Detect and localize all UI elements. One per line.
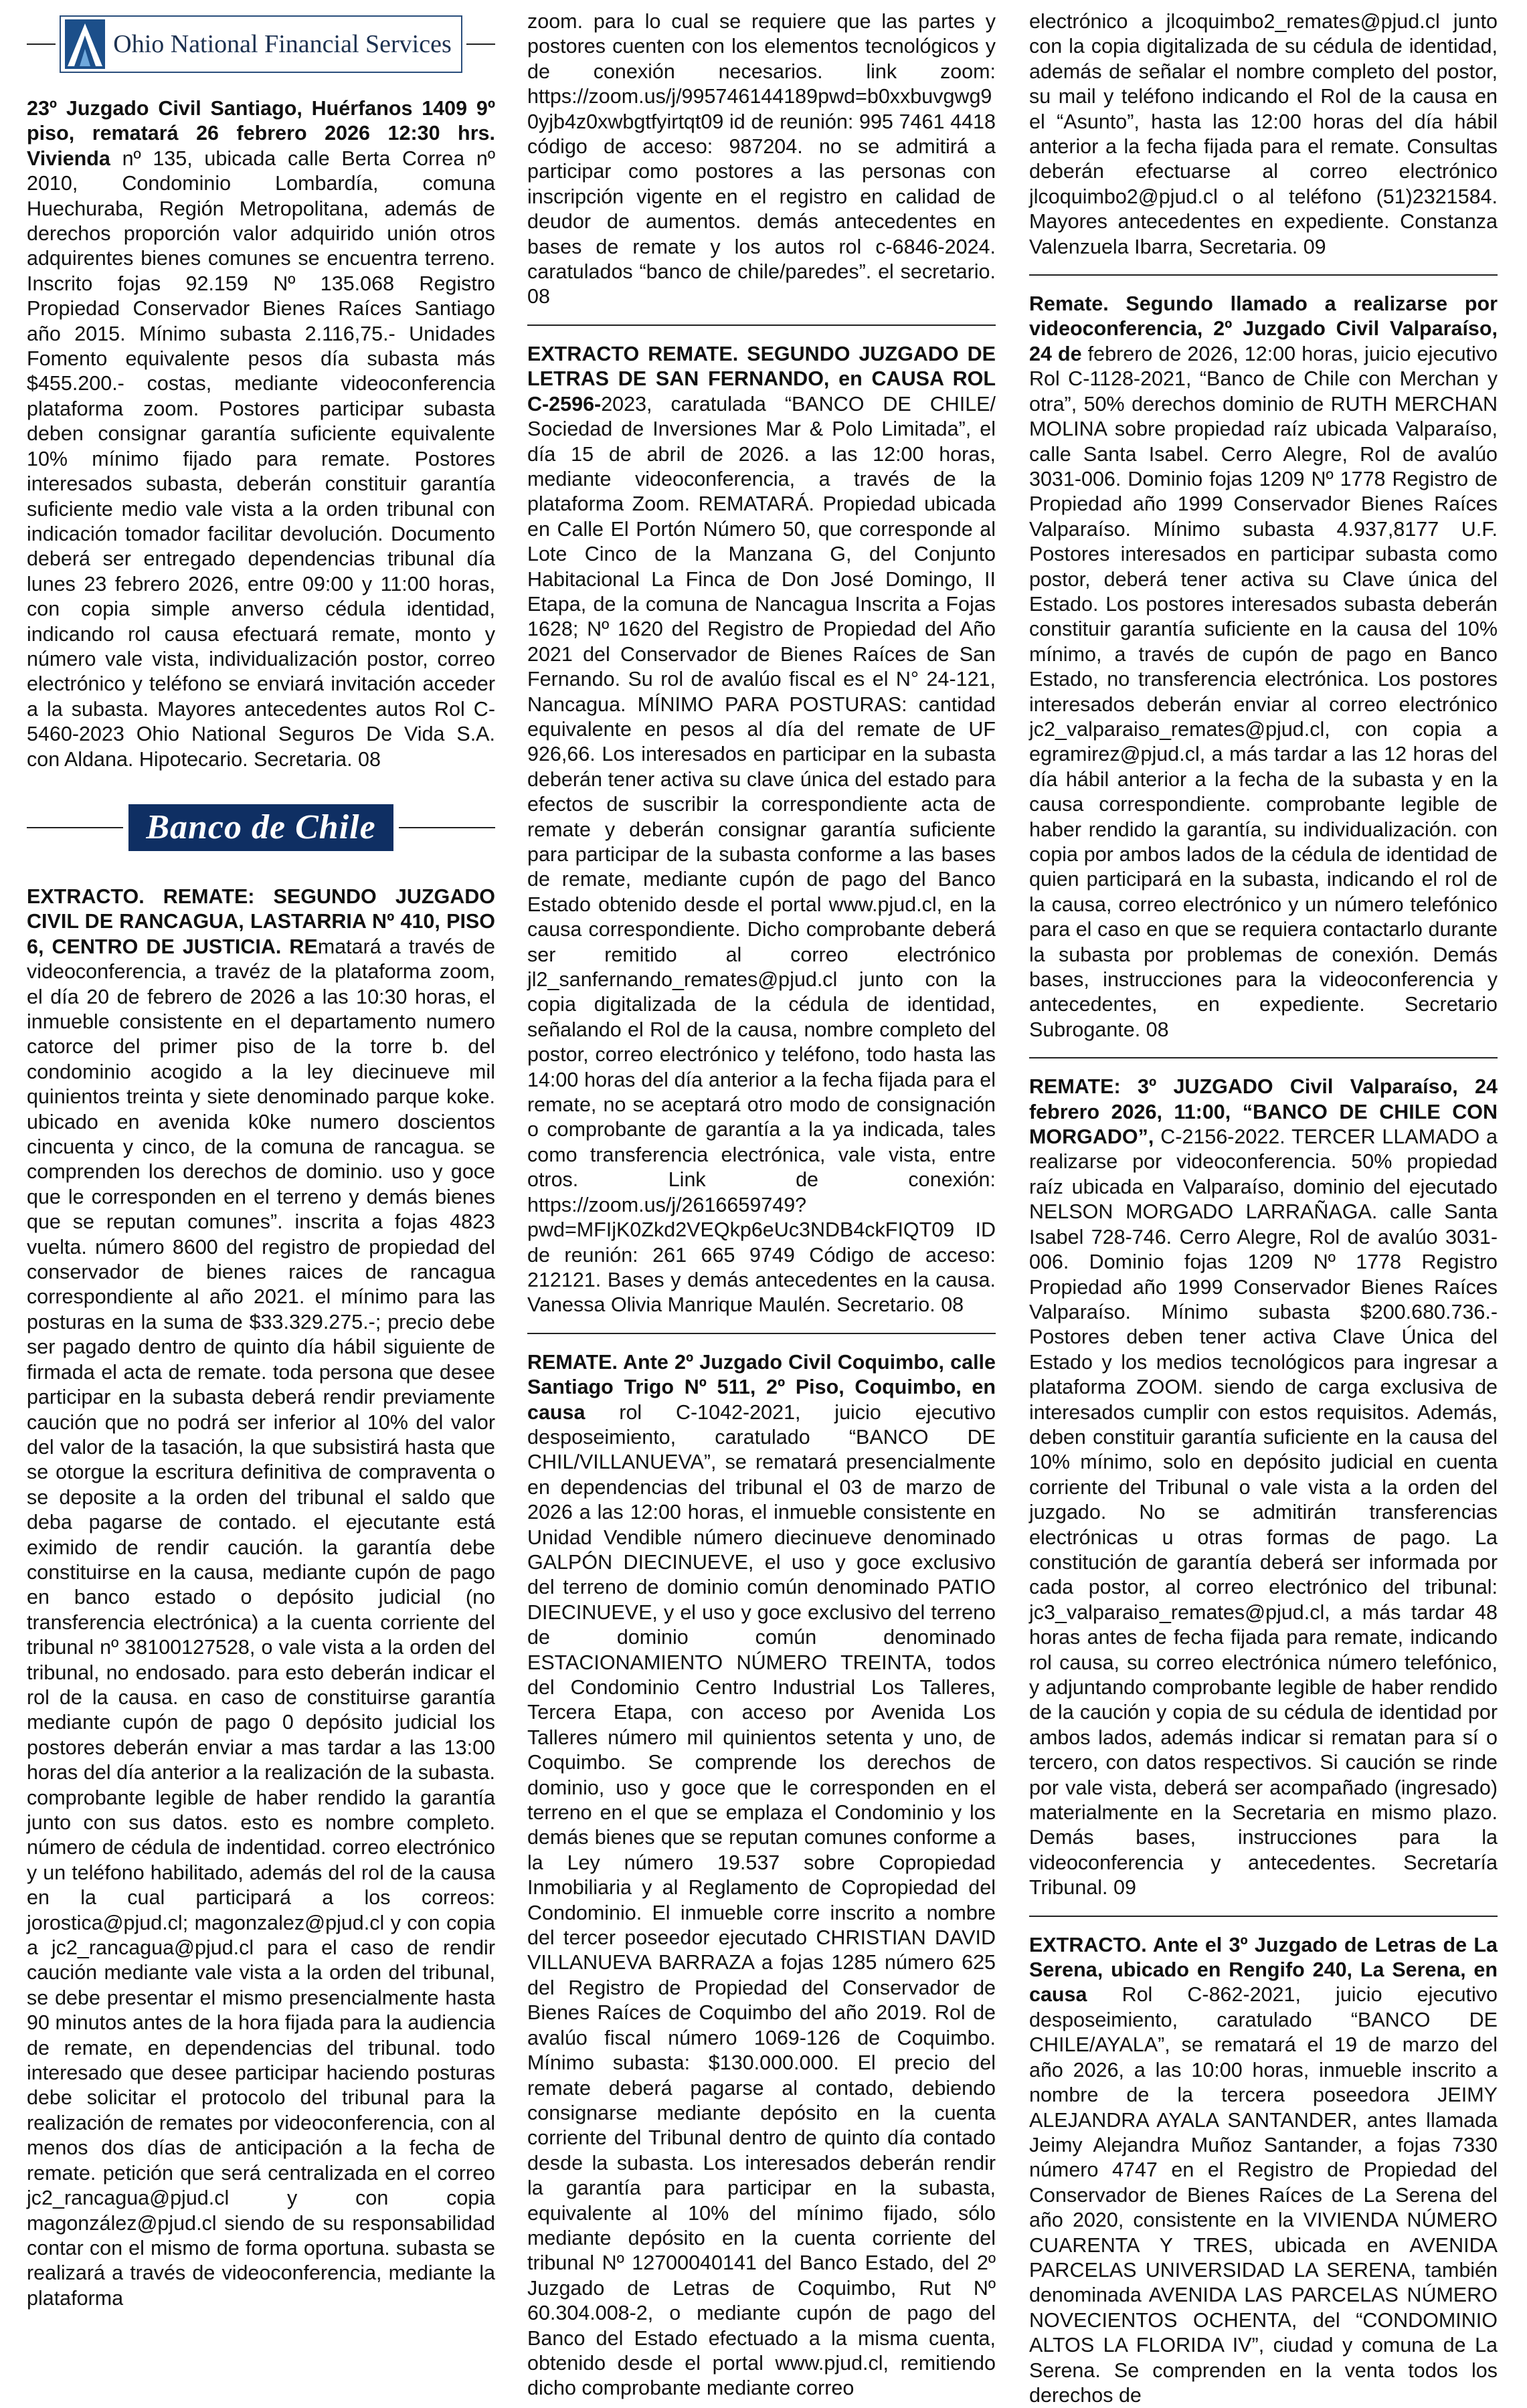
banco-de-chile-logo: Banco de Chile xyxy=(128,804,393,850)
column-2 xyxy=(527,9,996,2400)
banco-de-chile-logo-row xyxy=(27,791,495,864)
notice-body: febrero de 2026, 12:00 horas, juicio ejecutivo Rol C-1128-2021, “Banco de Chile con Merchan y otra”, 50% derechos dominio de RUTH MERCHAN MOLINA sobre propiedad raíz ubicada Valparaíso, calle Santa Isabel. Cerro Alegre, Rol de avalúo 3031-006. Dominio fojas 1209 Nº 1778 Registro de Propiedad año 1999 Conservador Bienes Raíces Valparaíso. Mínimo subasta 4.937,8177 U.F. Postores interesados en participar subasta como postor, deberá tener activa su Clave única del Estado. Los postores interesados subasta deberán constituir garantía suficiente en la causa del 10% mínimo, a través de cupón de pago en Banco Estado, no transferencia electrónica. Los postores interesados deberán enviar al correo electrónico jc2_valparaiso_remates@pjud.cl, con copia a egramirez@pjud.cl, a más tardar a las 12 horas del día hábil anterior a la fecha de la subasta y en la causa correspondiente. comprobante legible de haber rendido la garantía, su individualización. con copia por ambos lados de la cédula de identidad de quien participará en la subasta, indicando el rol de la causa, correo electrónico y un número telefónico para el caso en que se requiera contactarlo durante la subasta por problemas de conexión. Demás bases, instrucciones para la videoconferencia y antecedentes, en expediente. Secretario Subrogante. 08 xyxy=(1029,342,1498,1041)
notice-body: matará a través de videoconferencia, a travéz de la plataforma zoom, el día 20 de febrero de 2026 a las 10:30 horas, el inmueble consistente en el departamento numero catorce del primer piso de la torre b. del condominio acogido a la ley diecinueve mil quinientos treinta y siete denominado parque koke. ubicado en avenida k0ke numero doscientos cincuenta y cinco, de la comuna de rancagua. se comprenden los derechos de dominio. uso y goce que le corresponden en el terreno y demás bienes que se reputan comunes”. inscrita a fojas 4823 vuelta. número 8600 del registro de propiedad del conservador de bienes raices de rancagua correspondiente al año 2021. el mínimo para las posturas en la suma de $33.329.275.-; precio debe ser pagado dentro de quinto día hábil siguiente de firmada el acta de remate. toda persona que desee participar en la subasta deberá rendir previamente caución que no podrá ser inferior al 10% del valor del valor de la tasación, la que subsistirá hasta que se otorgue la escritura definitiva de compraventa o se deposite a la orden del tribunal el saldo que deba pagarse de contado. el ejecutante está eximido de rendir caución. la garantía debe constituirse en la causa, mediante cupón de pago en banco estado o depósito judicial (no transferencia electrónica) a la cuenta corriente del tribunal nº 38100127528, o vale vista a la orden del tribunal, no endosado. para esto deberán indicar el rol de la causa. en caso de constituirse garantía mediante cupón de pago 0 depósito judicial los postores deberán enviar a mas tardar a las 13:00 horas del día anterior a la realización de la subasta. comprobante legible de haber rendido la garantía junto con sus datos. esto es nombre completo. número de cédula de indentidad. correo electrónico y un teléfono habilitado, además del rol de la causa en la cual participará a los correos: jorostica@pjud.cl; magonzalez@pjud.cl y con copia a jc2_rancagua@pjud.cl para el caso de rendir caución mediante vale vista a la orden del tribunal, se debe presentar el mismo presencialmente hasta 90 minutos antes de la hora fijada para la audiencia de remate, en dependencias del tribunal. todo interesado que desee participar haciendo posturas debe solicitar el protocolo del tribunal para la realización de remates por videoconferencia, con al menos dos días de anticipación a la fecha de remate. petición que será centralizada en el correo jc2_rancagua@pjud.cl y con copia magonzález@pjud.cl siendo de su responsabilidad contar con el mismo de forma oportuna. subasta se realizará a través de videoconferencia, mediante la plataforma xyxy=(27,935,495,2310)
notice-heading: 23º Juzgado Civil Santiago, Huérfanos 1409 9º piso, rematará 26 febrero 2026 12:30 hrs. Vivienda xyxy=(27,97,495,170)
column-3 xyxy=(1029,9,1498,2407)
divider xyxy=(527,325,996,326)
auction-notice-valparaiso-2 xyxy=(1029,292,1498,1042)
notice-body: Rol C-862-2021, juicio ejecutivo desposeimiento, caratulado “BANCO DE CHILE/AYALA”, se rematará el 19 de marzo del año 2026, a las 10:00 horas, inmueble inscrito a nombre de la tercera poseedora JEIMY ALEJANDRA AYALA SANTANDER, antes llamada Jeimy Alejandra Muñoz Santander, a fojas 7330 número 4747 en el Registro de Propiedad del Conservador de Bienes Raíces de La Serena del año 2020, consistente en la VIVIENDA NÚMERO CUARENTA Y TRES, ubicada en AVENIDA PARCELAS UNIVERSIDAD LA SERENA, también denominada AVENIDA LAS PARCELAS NÚMERO NOVECIENTOS OCHENTA, del “CONDOMINIO ALTOS LA FLORIDA IV”, ciudad y comuna de La Serena. Se comprenden en la venta todos los derechos de xyxy=(1029,1983,1498,2407)
divider xyxy=(1029,274,1498,276)
divider xyxy=(1029,1916,1498,1917)
auction-notice-la-serena xyxy=(1029,1933,1498,2408)
ohio-national-logo xyxy=(60,15,462,73)
notice-body: electrónico a jlcoquimbo2_remates@pjud.cl junto con la copia digitalizada de su cédula de identidad, además de señalar el nombre completo del postor, su mail y teléfono indicando el Rol de la causa en el “Asunto”, hasta las 12:00 horas del día hábil anterior a la fecha fijada para el remate. Consultas deberán efectuarse al correo electrónico jlcoquimbo2@pjud.cl o al teléfono (51)2321584. Mayores antecedentes en expediente. Constanza Valenzuela Ibarra, Secretaria. 09 xyxy=(1029,10,1498,258)
divider xyxy=(27,43,56,45)
notice-heading: EXTRACTO. REMATE: SEGUNDO JUZGADO CIVIL DE RANCAGUA, LASTARRIA Nº 410, PISO 6, CENTRO DE JUSTICIA. RE xyxy=(27,885,495,958)
ohio-national-logo-text: Ohio National Financial Services xyxy=(113,30,452,58)
notice-body: C-2156-2022. TERCER LLAMADO a realizarse por videoconferencia. 50% propiedad raíz ubicada en Valparaíso, dominio del ejecutado NELSON MORGADO LARRAÑAGA. calle Santa Isabel 728-746. Cerro Alegre, Rol de avalúo 3031-006. Dominio fojas 1209 Nº 1778 Registro Propiedad año 1999 Conservador Bienes Raíces Valparaíso. Mínimo subasta $200.680.736.- Postores deben tener activa Clave Única del Estado y los medios tecnológicos para ingresar a plataforma ZOOM. siendo de carga exclusiva de interesados cumplir con estos requisitos. Además, deben constituir garantía suficiente en la causa del 10% mínimo, solo en depósito judicial en cuenta corriente del Tribunal o vale vista a la orden del juzgado. No se admitirán transferencias electrónicas u otras formas de pago. La constitución de garantía deberá ser informada por cada postor, al correo electrónico del tribunal: jc3_valparaiso_remates@pjud.cl, a más tardar 48 horas antes de fecha fijada para remate, indicando rol causa, su correo electrónica número telefónico, y adjuntando comprobante legible de haber rendido de la caución y copia de su cédula de identidad por ambos lados, además indicar si rematan para sí o tercero, con datos respectivos. Si caución se rinde por vale vista, deberá ser acompañado (ingresado) materialmente en la Secretaria en mismo plazo. Demás bases, instrucciones para la videoconferencia y antecedentes. Secretaría Tribunal. 09 xyxy=(1029,1125,1498,1900)
notice-body: rol C-1042-2021, juicio ejecutivo desposeimiento, caratulado “BANCO DE CHIL/VILLANUEVA”, se rematará presencialmente en dependencias del tribunal el 03 de marzo de 2026 a las 12:00 horas, el inmueble consistente en Unidad Vendible número diecinueve denominado GALPÓN DIECINUEVE, el uso y goce exclusivo del terreno de dominio común denominado PATIO DIECINUEVE, y el uso y goce exclusivo del terreno de dominio común denominado ESTACIONAMIENTO NÚMERO TREINTA, todos del Condominio Centro Industrial Los Talleres, Tercera Etapa, con acceso por Avenida Los Talleres número mil quinientos setenta y uno, de Coquimbo. Se comprende los derechos de dominio, uso y goce que le corresponden en el terreno en el que se emplaza el Condominio y los demás bienes que se reputan comunes conforme a la Ley número 19.537 sobre Copropiedad Inmobiliaria y al Reglamento de Copropiedad del Condominio. El inmueble corre inscrito a nombre del tercer poseedor ejecutado CHRISTIAN DAVID VILLANUEVA BARRAZA a fojas 1285 número 625 del Registro de Propiedad del Conservador de Bienes Raíces de Coquimbo del año 2019. Rol de avalúo fiscal número 1069-126 de Coquimbo. Mínimo subasta: $130.000.000. El precio del remate deberá pagarse al contado, debiendo consignarse mediante depósito en la cuenta corriente del Tribunal dentro de quinto día contado desde la subasta. Los interesados deberán rendir la garantía para participar en la subasta, equivalente al 10% del mínimo fijado, sólo mediante depósito en la cuenta corriente del tribunal Nº 12700040141 del Banco Estado, del 2º Juzgado de Letras de Coquimbo, Rut Nº 60.304.008-2, o mediante cupón de pago del Banco del Estado efectuado a la misma cuenta, obtenido desde el portal www.pjud.cl, remitiendo dicho comprobante mediante correo xyxy=(527,1400,996,2400)
ohio-national-logo-row xyxy=(27,9,495,79)
notice-heading: REMATE: 3º JUZGADO Civil Valparaíso, 24 febrero 2026, 11:00, “BANCO DE CHILE CON MORGADO”, xyxy=(1029,1075,1498,1149)
column-1 xyxy=(27,9,495,2310)
auction-notice-rancagua xyxy=(27,885,495,2311)
auction-notice-coquimbo-continued xyxy=(1029,9,1498,260)
notice-body: nº 135, ubicada calle Berta Correa nº 2010, Condominio Lombardía, comuna Huechuraba, Región Metropolitana, además de derechos proporción valor adquirido unión otros adquirentes bienes comunes se encuentra terreno. Inscrito fojas 92.159 Nº 135.068 Registro Propiedad Conservador Bienes Raíces Santiago año 2015. Mínimo subasta 2.116,75.- Unidades Fomento equivalente pesos día subasta más $455.200.- costas, mediante videoconferencia plataforma zoom. Postores participar subasta deben consignar garantía suficiente equivalente 10% mínimo fijado para remate. Postores interesados subasta, deberán constituir garantía suficiente medio vale vista a la orden tribunal con indicación tomador facilitar devolución. Documento deberá ser entregado dependencias tribunal día lunes 23 febrero 2026, entre 09:00 y 11:00 horas, con copia simple anverso cédula identidad, indicando rol causa efectuará remate, monto y número vale vista, individualización postor, correo electrónico y teléfono se enviará invitación acceder a la subasta. Mayores antecedentes autos Rol C-5460-2023 Ohio National Seguros De Vida S.A. con Aldana. Hipotecario. Secretaria. 08 xyxy=(27,147,495,771)
auction-notice-san-fernando xyxy=(527,342,996,1318)
notice-heading: EXTRACTO REMATE. SEGUNDO JUZGADO DE LETRAS DE SAN FERNANDO, en CAUSA ROL C-2596- xyxy=(527,342,996,415)
notice-heading: EXTRACTO. Ante el 3º Juzgado de Letras de La Serena, ubicado en Rengifo 240, La Serena, en causa xyxy=(1029,1933,1498,2007)
notice-heading: REMATE. Ante 2º Juzgado Civil Coquimbo, calle Santiago Trigo Nº 511, 2º Piso, Coquimbo, en causa xyxy=(527,1350,996,1424)
notice-body: zoom. para lo cual se requiere que las partes y postores cuenten con los elementos tecnológicos y de conexión necesarios. link zoom: https://zoom.us/j/995746144189pwd=b0xxbuvgwg90yjb4z0xwbgtfyirtqt09 id de reunión: 995 7461 4418 código de acceso: 987204. no se admitirá a participar como postores a las personas con inscripción vigente en el registro en calidad de deudor de aumentos. demás antecedentes en bases de remate y los autos rol c-6846-2024. caratulados “banco de chile/paredes”. el secretario. 08 xyxy=(527,10,996,308)
ohio-national-emblem-icon xyxy=(65,19,105,69)
divider xyxy=(27,827,123,828)
notice-body: 2023, caratulada “BANCO DE CHILE/ Sociedad de Inversiones Mar & Polo Limitada”, el día 15 de abril de 2026. a las 12:00 horas, mediante videoconferencia, a través de la plataforma Zoom. REMATARÁ. Propiedad ubicada en Calle El Portón Número 50, que corresponde al Lote Cinco de la Manzana G, del Conjunto Habitacional La Finca de Don José Domingo, II Etapa, de la comuna de Nancagua Inscrita a Fojas 1628; Nº 1620 del Registro de Propiedad del Año 2021 del Conservador de Bienes Raíces de San Fernando. Su rol de avalúo fiscal es el N° 24-121, Nancagua. MÍNIMO PARA POSTURAS: cantidad equivalente en pesos al día del remate de UF 926,66. Los interesados en participar en la subasta deberán tener activa su clave única del estado para efectos de suscribir la correspondiente acta de remate y deberán consignar garantía suficiente para participar de la subasta conforme a las bases de remate, mediante cupón de pago del Banco Estado obtenido desde el portal www.pjud.cl, en la causa correspondiente. Dicho comprobante deberá ser remitido al correo electrónico jl2_sanfernando_remates@pjud.cl junto con la copia digitalizada de la cédula de identidad, señalando el Rol de la causa, nombre completo del postor, correo electrónico y teléfono, todo hasta las 14:00 horas del día anterior a la fecha fijada para el remate, no se aceptará otro modo de consignación o comprobante de garantía a la ya indicada, tales como transferencia electrónica, vale vista, entre otros. Link de conexión: https://zoom.us/j/2616659749?pwd=MFIjK0Zkd2VEQkp6eUc3NDB4ckFIQT09 ID de reunión: 261 665 9749 Código de acceso: 212121. Bases y demás antecedentes en la causa. Vanessa Olivia Manrique Maulén. Secretario. 08 xyxy=(527,392,996,1317)
divider xyxy=(399,827,495,828)
auction-notice-santiago xyxy=(27,96,495,772)
auction-notice-coquimbo xyxy=(527,1350,996,2401)
divider xyxy=(527,1333,996,1334)
divider xyxy=(1029,1057,1498,1058)
auction-notice-rancagua-continued xyxy=(527,9,996,310)
auction-notice-valparaiso-3 xyxy=(1029,1075,1498,1900)
divider xyxy=(466,43,495,45)
notice-heading: Remate. Segundo llamado a realizarse por videoconferencia, 2º Juzgado Civil Valparaíso, 24 de xyxy=(1029,292,1498,365)
